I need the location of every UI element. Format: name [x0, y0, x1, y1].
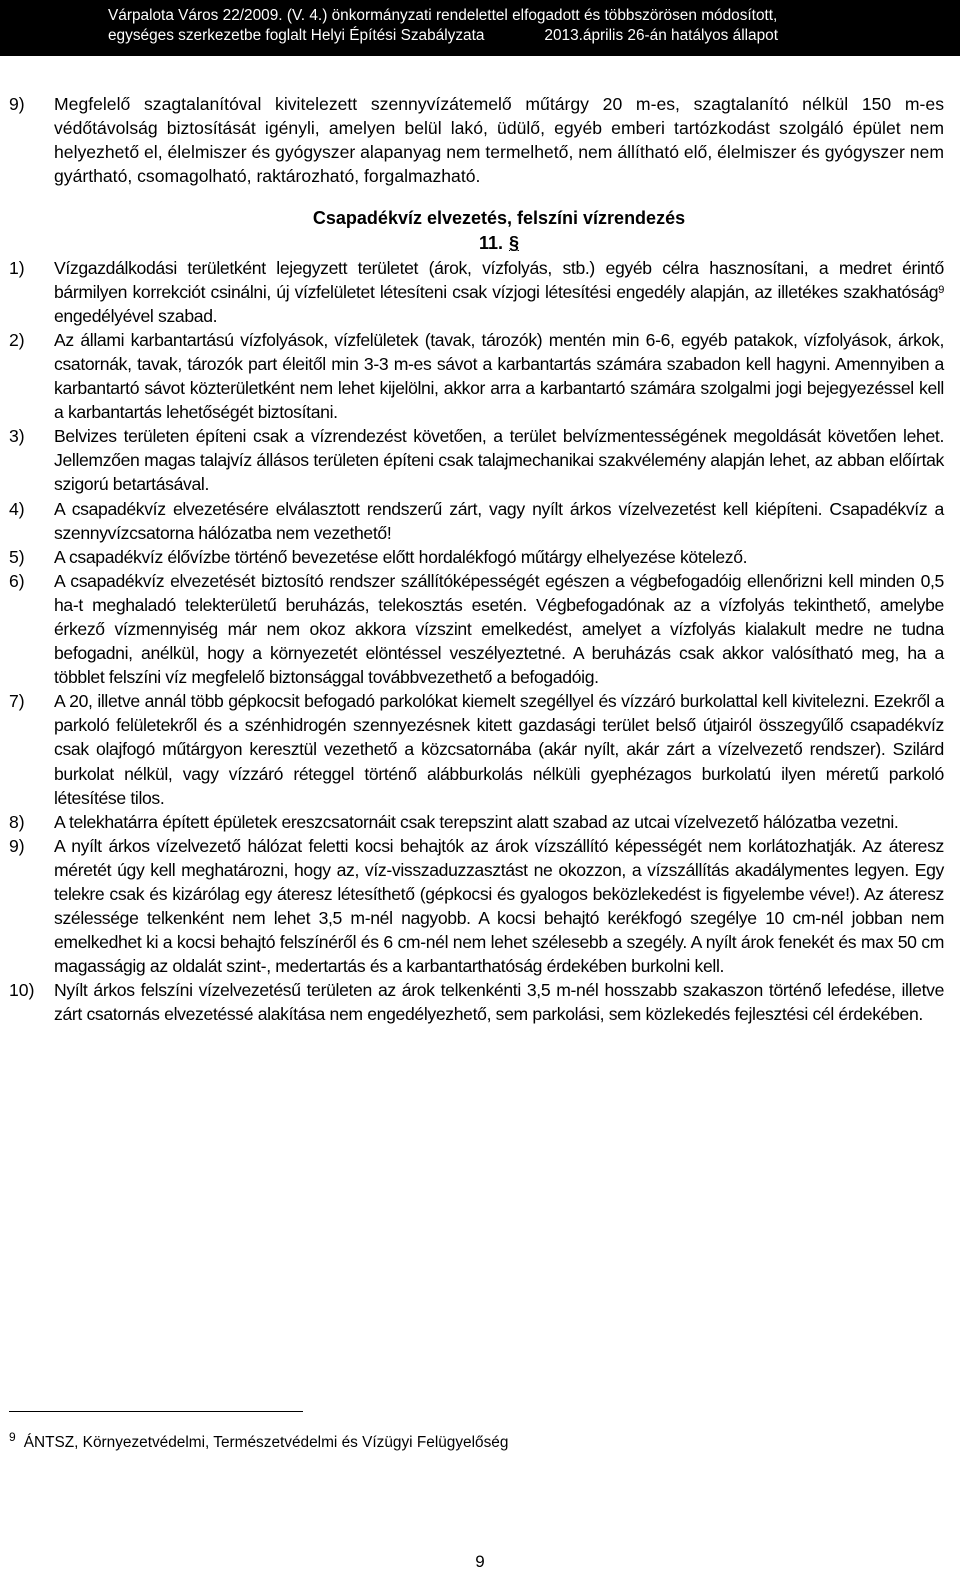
- list-item-number: 7): [9, 691, 25, 712]
- list-item-text-continued: engedélyével szabad.: [54, 305, 218, 326]
- list-item-text: Belvizes területen építeni csak a vízrendezést követően, a terület belvízmentességének megoldását követően lehet. Jellemzően magas talajvíz állásos területen építeni csak talajmechanikai szakvélemény alapján lehet, az abban előírtak szigorú betartásával.: [54, 426, 944, 495]
- list-item: [9, 256, 944, 328]
- document-header: [0, 0, 960, 56]
- intro-paragraph-number: 9): [9, 94, 25, 114]
- section-sign: §: [509, 233, 520, 254]
- list-item-number: 5): [9, 546, 25, 567]
- list-item-text: A telekhatárra épített épületek ereszcsatornáit csak terepszint alatt szabad az utcai vízelvezető hálózatba vezetni.: [54, 811, 899, 832]
- header-effective-date: 2013.április 26-án hatályos állapot: [544, 27, 779, 44]
- header-title-line-2: egységes szerkezetbe foglalt Helyi Építési Szabályzata: [108, 27, 485, 44]
- header-line-2: [108, 26, 778, 46]
- intro-paragraph: [9, 92, 944, 188]
- intro-paragraph-text: Megfelelő szagtalanítóval kivitelezett szennyvízátemelő műtárgy 20 m-es, szagtalanító nélkül 150 m-es védőtávolság biztosítását igényli, amelyen belül lakó, üdülő, egyéb emberi tartózkodást szolgáló épület nem helyezhető el, élelmiszer és gyógyszer alapanyag nem termelhető, nem állítható elő, élelmiszer és gyógyszer nem gyártható, csomagolható, raktározható, forgalmazható.: [54, 94, 944, 187]
- list-item-text: A nyílt árkos vízelvezető hálózat feletti kocsi behajtók az árok vízszállító képességét nem korlátozhatják. Az áteresz méretét úgy kell meghatározni, hogy az, víz-visszaduzzasztást ne okozzon, a vízszállítás akadálymentes legyen. Egy telekre csak és kizárólag egy áteresz létesíthető (gépkocsi és gyalogos beközlekedést is figyelembe véve!). Az áteresz szélessége telkenként nem lehet 3,5 m-nél nagyobb. A kocsi behajtó kerékfogó szegélye 10 cm-nél jobban nem emelkedhet ki a kocsi behajtó felszínéről és 6 cm-nél nem lehet szélesebb a szegély. A nyílt árok fenekét és max 50 cm magasságig az oldalát szint-, medertartás és a karbantarthatóság érdekében burkolni kell.: [54, 835, 944, 977]
- list-item-number: 2): [9, 329, 25, 350]
- section-number: [9, 231, 944, 255]
- list-item-text: Vízgazdálkodási területként lejegyzett területet (árok, vízfolyás, stb.) egyéb célra hasznosítani, a medret érintő bármilyen korrekciót csinálni, új vízfelületet létesíteni csak vízjogi létesítési engedély alapján, az illetékes szakhatóság: [54, 257, 944, 302]
- page-number: 9: [475, 1552, 485, 1571]
- list-item-number: 1): [9, 257, 25, 278]
- footnote-marker: 9: [9, 1430, 16, 1444]
- list-item-number: 4): [9, 498, 25, 519]
- list-item: [9, 689, 944, 809]
- footnote-text: ÁNTSZ, Környezetvédelmi, Természetvédelmi és Vízügyi Felügyelőség: [23, 1434, 509, 1451]
- list-item-number: 8): [9, 811, 25, 832]
- header-line-1: [108, 6, 777, 26]
- section-items: [9, 256, 944, 1027]
- list-item: [9, 978, 944, 1026]
- list-item-number: 6): [9, 570, 25, 591]
- section-number-value: 11.: [478, 233, 503, 254]
- list-item-text: Nyílt árkos felszíni vízelvezetésű területen az árok telkenkénti 3,5 m-nél hosszabb szakaszon történő lefedése, illetve zárt csatornás elvezetéssé alakítása nem engedélyezhető, sem parkolási, sem közlekedés fejlesztési cél érdekében.: [54, 980, 944, 1025]
- list-item-text: A csapadékvíz elvezetését biztosító rendszer szállítóképességét egészen a végbefogadóig ellenőrizni kell minden 0,5 ha-t meghaladó telekterületű beruházás, telekosztás esetén. Végbefogadónak az a vízfolyás tekinthető, amelybe érkező vízmennyiség már nem okoz akkora vízszint emelkedést, amelyet a vízfolyás kialakult medre ne tudna befogadni, anélkül, hogy a környezetét elöntéssel veszélyeztetné. A beruházás csak akkor valósítható meg, ha a többlet felszíni víz megfelelő biztonsággal továbbvezethető a befogadóig.: [54, 570, 944, 688]
- list-item: [9, 424, 944, 496]
- list-item-text: A csapadékvíz elvezetésére elválasztott rendszerű zárt, vagy nyílt árkos vízelvezetést kell kiépíteni. Csapadékvíz a szennyvízcsatorna hálózatba nem vezethető!: [54, 498, 944, 543]
- footnote-divider: [9, 1411, 303, 1412]
- list-item-number: 10): [9, 980, 35, 1001]
- section-title: Csapadékvíz elvezetés, felszíni vízrendezés: [312, 208, 686, 229]
- list-item: [9, 569, 944, 689]
- list-item-text: A csapadékvíz élővízbe történő bevezetése előtt hordalékfogó műtárgy elhelyezése kötelező.: [54, 546, 748, 567]
- list-item: [9, 497, 944, 545]
- footnote-reference[interactable]: 9: [938, 283, 944, 296]
- header-title-line-1: Várpalota Város 22/2009. (V. 4.) önkormányzati rendelettel elfogadott és többszörösen módosított,: [108, 7, 778, 24]
- list-item-number: 3): [9, 426, 25, 447]
- list-item-number: 9): [9, 835, 25, 856]
- list-item: [9, 328, 944, 424]
- list-item: [9, 834, 944, 979]
- list-item: [9, 810, 944, 834]
- footnote: [9, 1430, 508, 1452]
- list-item-text: Az állami karbantartású vízfolyások, vízfelületek (tavak, tározók) mentén min 6-6, egyéb patakok, vízfolyások, árkok, csatornák, tavak, tározók part éleitől min 3-3 m-es sávot a karbantartás számára szabadon kell hagyni. Amennyiben a karbantartó sávot közterületként nem lehet kijelölni, akkor arra a karbantartó számára szolgalmi jogi bejegyezéssel kell a karbantartás lehetőségét biztosítani.: [54, 329, 944, 423]
- list-item: [9, 545, 944, 569]
- document-body: [9, 92, 944, 1027]
- list-item-text: A 20, illetve annál több gépkocsit befogadó parkolókat kiemelt szegéllyel és vízzáró burkolattal kell kivitelezni. Ezekről a parkoló felületekről és a szénhidrogén szennyezésnek kitett gazdasági terület belső útjairól összegyűlő csapadékvíz csak olajfogó műtárgyon keresztül vezethető a közcsatornába (akár nyílt, akár zárt a vízelvezető rendszer). Szilárd burkolat nélkül, vagy vízzáró réteggel történő alábburkolás nélküli gyephézagos burkolatú ilyen méretű parkoló létesítése tilos.: [54, 691, 944, 808]
